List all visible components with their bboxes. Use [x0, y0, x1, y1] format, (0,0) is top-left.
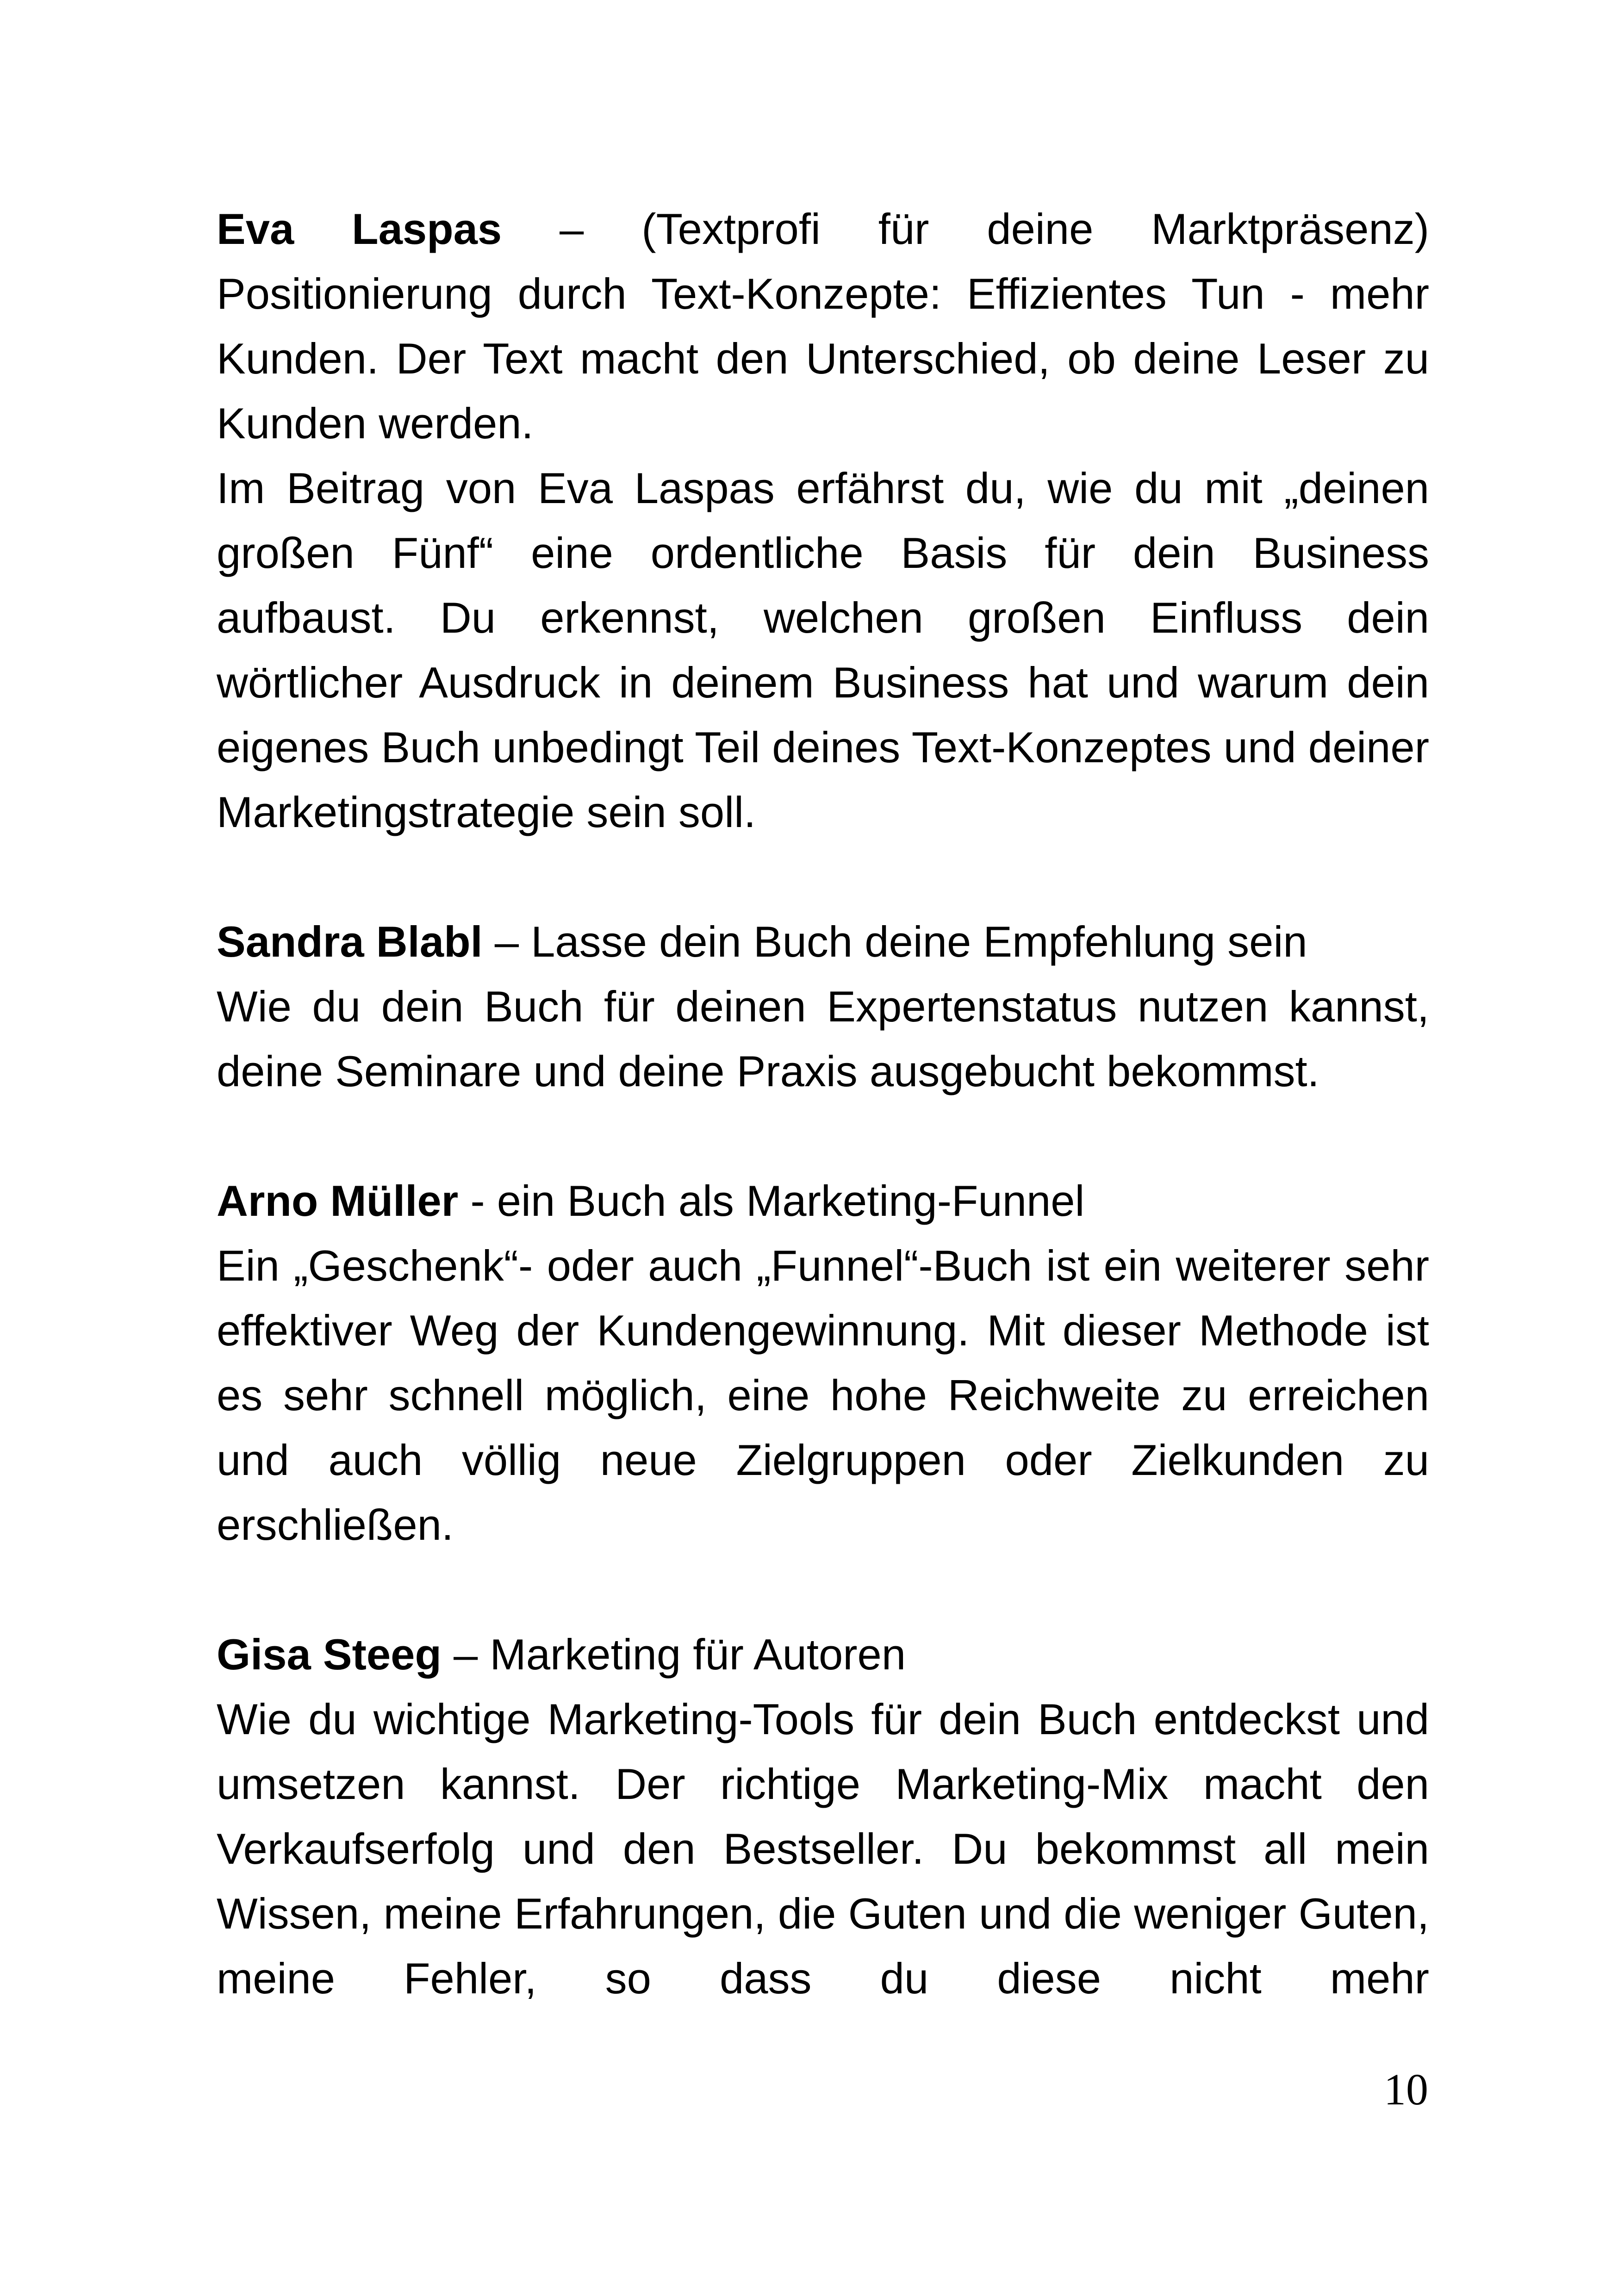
- entry-description: Ein „Geschenk“- oder auch „Funnel“-Buch ist ein weiterer sehr effektiver Weg der Kundengewinnung. Mit dieser Methode ist es sehr schnell möglich, eine hohe Reichweite zu erreichen und auch völlig neue Zielgruppen oder Zielkunden zu erschließen.: [217, 1241, 1429, 1549]
- entry-heading: [217, 1622, 1429, 1687]
- entry-description: Im Beitrag von Eva Laspas erfährst du, wie du mit „deinen großen Fünf“ eine ordentliche Basis für dein Business aufbaust. Du erkennst, welchen großen Einfluss dein wörtlicher Ausdruck in deinem Business hat und warum dein eigenes Buch unbedingt Teil deines Text-Konzeptes und deiner Marketingstrategie sein soll.: [217, 464, 1429, 836]
- entry-arno-mueller: [217, 1169, 1429, 1557]
- separator: -: [458, 1176, 497, 1225]
- page-number: 10: [1384, 2065, 1428, 2114]
- separator: –: [441, 1630, 490, 1679]
- separator: –: [502, 205, 642, 253]
- entry-description: Wie du wichtige Marketing-Tools für dein Buch entdeckst und umsetzen kannst. Der richtige Marketing-Mix macht den Verkaufserfolg und den Bestseller. Du bekommst all mein Wissen, meine Erfahrungen, die Guten und die weniger Guten, meine Fehler, so dass du diese nicht mehr: [217, 1695, 1429, 2003]
- entry-description: Wie du dein Buch für deinen Expertenstatus nutzen kannst, deine Seminare und deine Praxis ausgebucht bekommst.: [217, 982, 1429, 1095]
- entry-eva-laspas: [217, 197, 1429, 845]
- author-name: Eva Laspas: [217, 205, 502, 253]
- separator: –: [482, 917, 531, 966]
- entry-topic: Lasse dein Buch deine Empfehlung sein: [531, 917, 1307, 966]
- entry-heading: [217, 197, 1429, 456]
- author-name: Gisa Steeg: [217, 1630, 442, 1679]
- entry-sandra-blabl: [217, 909, 1429, 1104]
- entry-topic: ein Buch als Marketing-Funnel: [497, 1176, 1085, 1225]
- author-name: Sandra Blabl: [217, 917, 483, 966]
- entry-gisa-steeg: [217, 1622, 1429, 2011]
- entry-topic: (Textprofi für deine Marktpräsenz) Positionierung durch Text-Konzepte: Effizientes Tun - mehr Kunden. Der Text macht den Unterschied, ob deine Leser zu Kunden werden.: [217, 205, 1429, 448]
- entry-heading: [217, 1169, 1429, 1233]
- entry-topic: Marketing für Autoren: [490, 1630, 906, 1679]
- author-name: Arno Müller: [217, 1176, 459, 1225]
- entry-heading: [217, 909, 1429, 974]
- page-content: [217, 197, 1429, 2076]
